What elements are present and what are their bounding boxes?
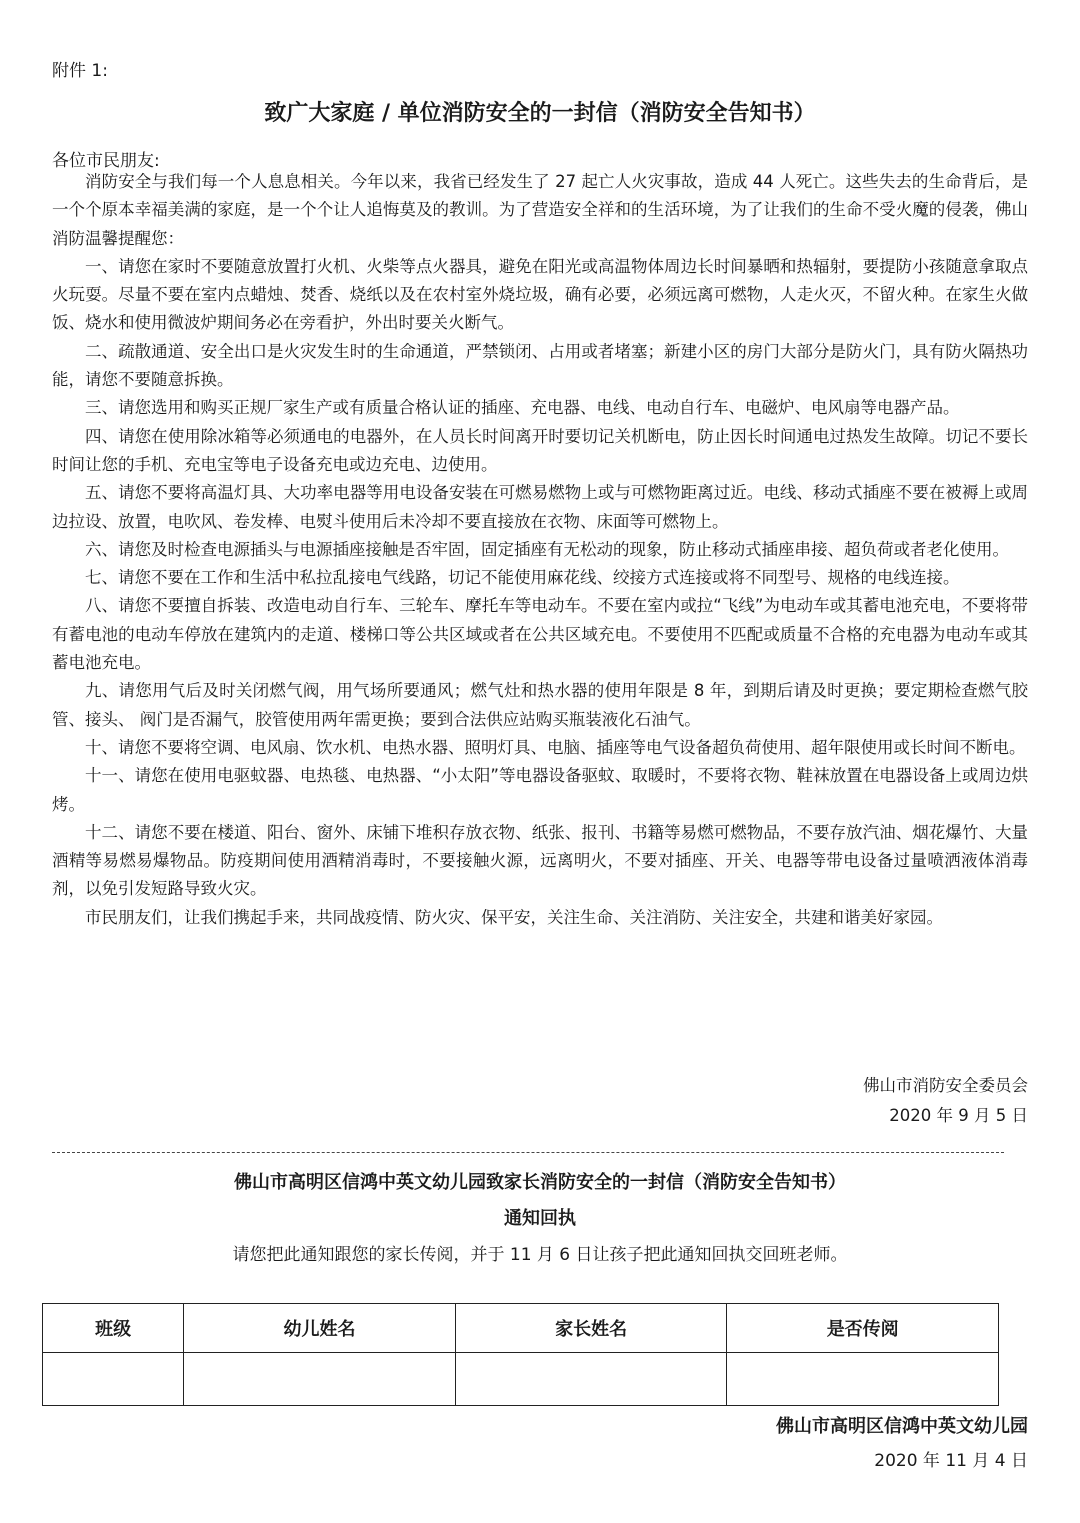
signature-org: 佛山市消防安全委员会 [863, 1076, 1028, 1095]
paragraph-item-3: 三、请您选用和购买正规厂家生产或有质量合格认证的插座、充电器、电线、电动自行车、电磁炉、电风扇等电器产品。 [85, 398, 960, 418]
paragraph-item-12: 十二、请您不要在楼道、阳台、窗外、床铺下堆积存放衣物、纸张、报刊、书籍等易燃可燃物品，不要存放汽油、烟花爆竹、大量酒精等易燃易爆物品。防疫期间使用酒精消毒时，不要接触火源，远离明火，不要对插座、开关、电器等带电设备过量喷洒液体消毒剂，以免引发短路导致火灾。 [52, 822, 1028, 899]
paragraph-item-5: 五、请您不要将高温灯具、大功率电器等用电设备安装在可燃易燃物上或与可燃物距离过近。电线、移动式插座不要在被褥上或周边拉设、放置，电吹风、卷发棒、电熨斗使用后未冷却不要直接放在衣物、床面等可燃物上。 [52, 483, 1028, 531]
cell-circulated[interactable] [727, 1353, 999, 1406]
receipt-table [42, 1303, 999, 1406]
cell-child-name[interactable] [184, 1353, 456, 1406]
paragraph-item-11: 十一、请您在使用电驱蚊器、电热毯、电热器、“小太阳”等电器设备驱蚊、取暖时，不要将衣物、鞋袜放置在电器设备上或周边烘烤。 [52, 766, 1028, 814]
attachment-label: 附件 1: [52, 61, 108, 81]
receipt-blank-row [43, 1353, 999, 1406]
col-child-name: 幼儿姓名 [184, 1304, 456, 1353]
letter-body [52, 168, 1028, 932]
paragraph-item-7: 七、请您不要在工作和生活中私拉乱接电气线路，切记不能使用麻花线、绞接方式连接或将不同型号、规格的电线连接。 [85, 568, 960, 588]
receipt-request: 请您把此通知跟您的家长传阅，并于 11 月 6 日让孩子把此通知回执交回班老师。 [232, 1245, 848, 1265]
col-parent-name: 家长姓名 [455, 1304, 727, 1353]
col-class: 班级 [43, 1304, 184, 1353]
paragraph-intro: 消防安全与我们每一个人息息相关。今年以来，我省已经发生了 27 起亡人火灾事故，造成 44 人死亡。这些失去的生命背后，是一个个原本幸福美满的家庭，是一个个让人追悔莫及的教训。为了营造安全祥和的生活环境，为了让我们的生命不受火魔的侵袭，佛山消防温馨提醒您： [52, 172, 1028, 248]
col-circulated: 是否传阅 [727, 1304, 999, 1353]
letter-title: 致广大家庭 / 单位消防安全的一封信（消防安全告知书） [264, 101, 816, 126]
receipt-header-row [43, 1304, 999, 1353]
paragraph-closing: 市民朋友们，让我们携起手来，共同战疫情、防火灾、保平安，关注生命、关注消防、关注安全，共建和谐美好家园。 [85, 907, 943, 927]
signature-date: 2020 年 9 月 5 日 [889, 1106, 1028, 1125]
receipt-date: 2020 年 11 月 4 日 [874, 1451, 1028, 1471]
paragraph-item-2: 二、疏散通道、安全出口是火灾发生时的生命通道，严禁锁闭、占用或者堵塞；新建小区的房门大部分是防火门，具有防火隔热功能，请您不要随意拆换。 [52, 341, 1028, 390]
receipt-title: 佛山市高明区信鸿中英文幼儿园致家长消防安全的一封信（消防安全告知书） [234, 1172, 846, 1193]
paragraph-item-1: 一、请您在家时不要随意放置打火机、火柴等点火器具，避免在阳光或高温物体周边长时间暴晒和热辐射，要提防小孩随意拿取点火玩耍。尽量不要在室内点蜡烛、焚香、烧纸以及在农村室外烧垃圾，确有必要，必须远离可燃物，人走火灭，不留火种。在家生火做饭、烧水和使用微波炉期间务必在旁看护，外出时要关火断气。 [52, 256, 1028, 333]
paragraph-item-6: 六、请您及时检查电源插头与电源插座接触是否牢固，固定插座有无松动的现象，防止移动式插座串接、超负荷或者老化使用。 [85, 539, 1009, 559]
receipt-subtitle: 通知回执 [504, 1208, 576, 1229]
greeting: 各位市民朋友: [52, 151, 160, 171]
paragraph-item-4: 四、请您在使用除冰箱等必须通电的电器外，在人员长时间离开时要切记关机断电，防止因长时间通电过热发生故障。切记不要长时间让您的手机、充电宝等电子设备充电或边充电、边使用。 [52, 426, 1028, 474]
cell-parent-name[interactable] [455, 1353, 727, 1406]
receipt-org: 佛山市高明区信鸿中英文幼儿园 [776, 1416, 1028, 1437]
paragraph-item-10: 十、请您不要将空调、电风扇、饮水机、电热水器、照明灯具、电脑、插座等电气设备超负荷使用、超年限使用或长时间不断电。 [85, 737, 1026, 757]
cell-class[interactable] [43, 1353, 184, 1406]
cut-line-divider [52, 1152, 1004, 1153]
paragraph-item-9: 九、请您用气后及时关闭燃气阀，用气场所要通风；燃气灶和热水器的使用年限是 8 年，到期后请及时更换；要定期检查燃气胶管、接头、 阀门是否漏气，胶管使用两年需更换；要到合法供应站购买瓶装液化石油气。 [52, 681, 1028, 729]
paragraph-item-8: 八、请您不要擅自拆装、改造电动自行车、三轮车、摩托车等电动车。不要在室内或拉“飞线”为电动车或其蓄电池充电，不要将带有蓄电池的电动车停放在建筑内的走道、楼梯口等公共区域或者在公共区域充电。不要使用不匹配或质量不合格的充电器为电动车或其蓄电池充电。 [52, 596, 1028, 673]
